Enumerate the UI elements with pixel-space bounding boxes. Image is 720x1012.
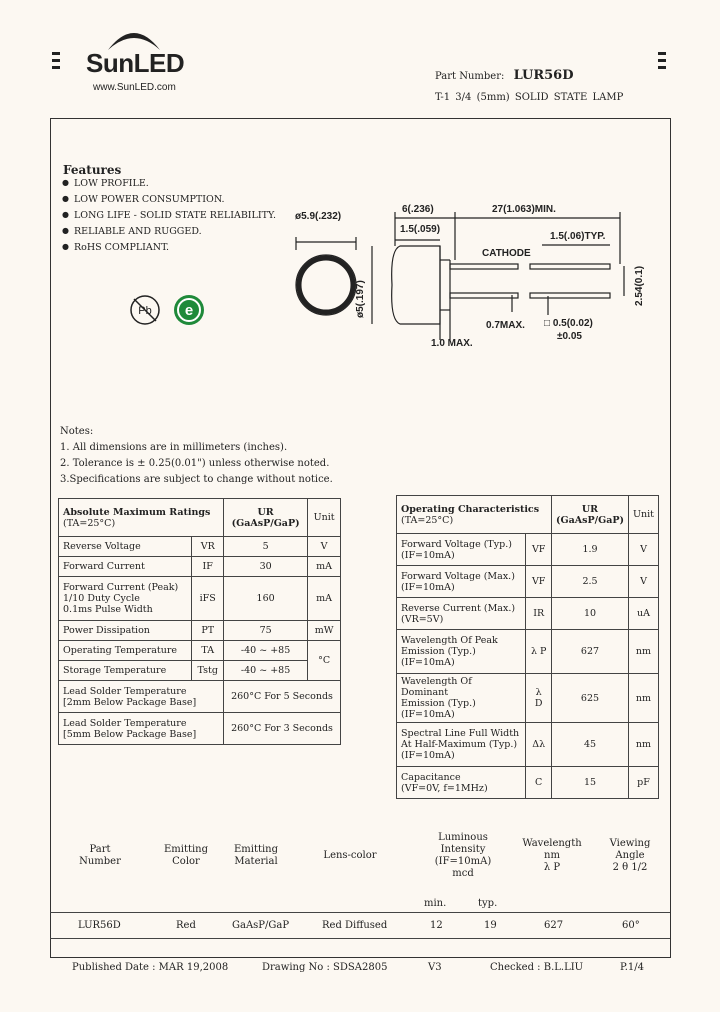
abs-unit-temp: °C bbox=[308, 641, 341, 681]
published-date: Published Date : MAR 19,2008 bbox=[72, 962, 229, 973]
abs-param-line2: [2mm Below Package Base] bbox=[63, 696, 197, 708]
abs-header-cond: (TA=25°C) bbox=[63, 517, 116, 529]
abs-param: Lead Solder Temperature bbox=[63, 717, 187, 729]
op-value: 627 bbox=[551, 630, 628, 674]
op-unit: V bbox=[629, 566, 659, 598]
op-param-line2: (VF=0V, f=1MHz) bbox=[401, 782, 488, 794]
selection-bottom-line bbox=[50, 938, 670, 939]
op-unit: uA bbox=[629, 598, 659, 630]
feature-item: ● LOW PROFILE. bbox=[62, 178, 276, 189]
op-param-line2: Emission (Typ.) bbox=[401, 698, 476, 709]
features-list bbox=[50, 178, 276, 258]
abs-param-line2: 1/10 Duty Cycle bbox=[63, 593, 140, 604]
abs-param-line2: [5mm Below Package Base] bbox=[63, 728, 197, 740]
op-header-ur: UR bbox=[581, 503, 599, 515]
op-value: 45 bbox=[551, 723, 628, 767]
abs-header-unit: Unit bbox=[308, 499, 341, 537]
op-value: 2.5 bbox=[551, 566, 628, 598]
col-color-2: Color bbox=[172, 856, 200, 867]
abs-param: Reverse Voltage bbox=[59, 537, 192, 557]
op-param: Wavelength Of Dominant bbox=[401, 676, 472, 698]
selection-guide bbox=[50, 832, 670, 942]
abs-header-ur: UR bbox=[257, 506, 274, 518]
website-link[interactable]: www.SunLED.com bbox=[93, 82, 176, 93]
op-param: Forward Voltage (Typ.) bbox=[401, 538, 512, 550]
left-bars-icon bbox=[52, 52, 60, 73]
abs-symbol: VR bbox=[192, 537, 224, 557]
abs-value: 260°C For 5 Seconds bbox=[224, 681, 341, 713]
abs-value: 30 bbox=[224, 557, 308, 577]
abs-unit: mW bbox=[308, 621, 341, 641]
op-value: 1.9 bbox=[551, 534, 628, 566]
dim-tolerance: ±0.05 bbox=[557, 331, 582, 342]
abs-param: Operating Temperature bbox=[59, 641, 192, 661]
dim-6: 6(.236) bbox=[402, 204, 434, 215]
version: V3 bbox=[428, 962, 442, 973]
feature-item: ● LONG LIFE - SOLID STATE RELIABILITY. bbox=[62, 210, 276, 221]
op-unit: nm bbox=[629, 723, 659, 767]
abs-value: 160 bbox=[224, 577, 308, 621]
op-param: Wavelength Of Peak bbox=[401, 635, 498, 646]
op-header-cond: (TA=25°C) bbox=[401, 514, 454, 526]
abs-unit: mA bbox=[308, 577, 341, 621]
abs-param: Storage Temperature bbox=[59, 661, 192, 681]
dim-1-5-typ: 1.5(.06)TYP. bbox=[550, 231, 606, 242]
op-value: 15 bbox=[551, 767, 628, 799]
abs-symbol: TA bbox=[192, 641, 224, 661]
col-wavelength-unit: nm bbox=[544, 850, 560, 861]
notes-title: Notes: bbox=[60, 426, 94, 437]
op-symbol: C bbox=[526, 767, 552, 799]
op-symbol: λ D bbox=[526, 674, 552, 723]
dim-27: 27(1.063)MIN. bbox=[492, 204, 556, 215]
feature-item: ● LOW POWER CONSUMPTION. bbox=[62, 194, 276, 205]
abs-param: Forward Current bbox=[59, 557, 192, 577]
e-text: e bbox=[184, 302, 194, 319]
abs-value: 5 bbox=[224, 537, 308, 557]
op-symbol: IR bbox=[526, 598, 552, 630]
op-symbol: VF bbox=[526, 566, 552, 598]
op-header-title: Operating Characteristics bbox=[401, 503, 540, 515]
rohs-e-icon bbox=[172, 293, 206, 327]
op-param-line2: (VR=5V) bbox=[401, 613, 444, 625]
dim-0-7: 0.7MAX. bbox=[486, 320, 525, 331]
dim-1-5: 1.5(.059) bbox=[400, 224, 441, 235]
absolute-max-table bbox=[58, 498, 341, 745]
col-wavelength: Wavelength bbox=[522, 838, 582, 849]
package-drawing bbox=[290, 200, 670, 360]
op-header-unit: Unit bbox=[629, 496, 659, 534]
col-angle-sym: 2 θ 1/2 bbox=[612, 862, 648, 873]
op-param-line2: (IF=10mA) bbox=[401, 549, 455, 561]
page-number: P.1/4 bbox=[620, 962, 644, 973]
abs-unit: mA bbox=[308, 557, 341, 577]
op-param-line3: (IF=10mA) bbox=[401, 750, 455, 761]
col-intensity: Luminous bbox=[438, 832, 488, 843]
dim-lead-square: □ 0.5(0.02) bbox=[544, 318, 593, 329]
row-typ: 19 bbox=[484, 920, 497, 931]
col-color: Emitting bbox=[163, 844, 209, 855]
part-number-row bbox=[435, 68, 574, 83]
part-number-label: Part Number: bbox=[435, 71, 505, 82]
col-wavelength-sym: λ P bbox=[543, 862, 561, 873]
op-unit: pF bbox=[629, 767, 659, 799]
pb-free-icon bbox=[128, 293, 162, 327]
note-item: 2. Tolerance is ± 0.25(0.01") unless otherwise noted. bbox=[60, 458, 330, 469]
row-angle: 60° bbox=[622, 920, 640, 931]
feature-item: ● RoHS COMPLIANT. bbox=[62, 242, 276, 253]
abs-header-mat: (GaAsP/GaP) bbox=[231, 517, 300, 529]
abs-param: Forward Current (Peak) bbox=[63, 582, 179, 593]
dim-diameter-side: ø5(.197) bbox=[355, 280, 366, 318]
cathode-label: CATHODE bbox=[482, 248, 531, 259]
part-number: LUR56D bbox=[513, 68, 574, 83]
op-unit: V bbox=[629, 534, 659, 566]
abs-value: -40 ~ +85 bbox=[224, 661, 308, 681]
features-title: Features bbox=[63, 163, 122, 177]
abs-symbol: PT bbox=[192, 621, 224, 641]
op-value: 625 bbox=[551, 674, 628, 723]
abs-param: Lead Solder Temperature bbox=[63, 685, 187, 697]
op-param: Capacitance bbox=[401, 771, 461, 783]
footer bbox=[50, 962, 670, 976]
dim-1-0: 1.0 MAX. bbox=[431, 338, 473, 349]
col-material-2: Material bbox=[234, 856, 278, 867]
op-param-line2: (IF=10mA) bbox=[401, 581, 455, 593]
abs-value: 75 bbox=[224, 621, 308, 641]
subtitle: T-1 3/4 (5mm) SOLID STATE LAMP bbox=[435, 92, 624, 103]
col-angle-2: Angle bbox=[615, 850, 645, 861]
logo-text: SunLED bbox=[86, 48, 185, 78]
abs-symbol: IF bbox=[192, 557, 224, 577]
row-part: LUR56D bbox=[78, 920, 121, 931]
abs-header-title: Absolute Maximum Ratings bbox=[63, 506, 211, 518]
feature-item: ● RELIABLE AND RUGGED. bbox=[62, 226, 276, 237]
op-header-mat: (GaAsP/GaP) bbox=[555, 514, 624, 526]
col-part-2: Number bbox=[79, 856, 121, 867]
abs-symbol: Tstg bbox=[192, 661, 224, 681]
operating-characteristics-table bbox=[396, 495, 659, 799]
op-param-line2: Emission (Typ.) bbox=[401, 646, 476, 657]
col-part: Part bbox=[89, 844, 111, 855]
row-wavelength: 627 bbox=[544, 920, 564, 931]
row-material: GaAsP/GaP bbox=[232, 920, 290, 931]
op-param-line3: (IF=10mA) bbox=[401, 709, 455, 720]
dim-pitch: 2.54(0.1) bbox=[634, 265, 645, 306]
abs-value: -40 ~ +85 bbox=[224, 641, 308, 661]
op-unit: nm bbox=[629, 674, 659, 723]
selection-divider bbox=[50, 912, 670, 913]
col-intensity-2: Intensity bbox=[440, 844, 486, 855]
col-intensity-3: (IF=10mA) bbox=[434, 856, 492, 867]
row-lens: Red Diffused bbox=[322, 920, 388, 931]
col-min: min. bbox=[424, 898, 447, 909]
op-symbol: λ P bbox=[526, 630, 552, 674]
right-bars-icon bbox=[658, 52, 666, 73]
col-material: Emitting bbox=[233, 844, 279, 855]
op-symbol: VF bbox=[526, 534, 552, 566]
op-unit: nm bbox=[629, 630, 659, 674]
notes bbox=[60, 424, 333, 488]
op-value: 10 bbox=[551, 598, 628, 630]
op-param-line2: At Half-Maximum (Typ.) bbox=[401, 739, 518, 750]
pb-text: Pb bbox=[138, 305, 152, 317]
col-angle: Viewing bbox=[609, 838, 651, 849]
col-typ: typ. bbox=[478, 898, 498, 909]
abs-unit: V bbox=[308, 537, 341, 557]
col-intensity-unit: mcd bbox=[452, 868, 474, 879]
op-param-line3: (IF=10mA) bbox=[401, 657, 455, 668]
row-color: Red bbox=[176, 920, 196, 931]
abs-value: 260°C For 3 Seconds bbox=[224, 713, 341, 745]
row-min: 12 bbox=[430, 920, 443, 931]
note-item: 3.Specifications are subject to change without notice. bbox=[60, 474, 333, 485]
op-param: Reverse Current (Max.) bbox=[401, 602, 516, 614]
abs-param-line3: 0.1ms Pulse Width bbox=[63, 604, 153, 615]
op-param: Spectral Line Full Width bbox=[401, 728, 520, 739]
abs-param: Power Dissipation bbox=[59, 621, 192, 641]
op-param: Forward Voltage (Max.) bbox=[401, 570, 515, 582]
col-lens: Lens-color bbox=[323, 850, 377, 861]
abs-symbol: iFS bbox=[192, 577, 224, 621]
note-item: 1. All dimensions are in millimeters (inches). bbox=[60, 442, 288, 453]
drawing-number: Drawing No : SDSA2805 bbox=[262, 962, 388, 973]
dim-diameter-top: ø5.9(.232) bbox=[295, 211, 342, 222]
checked-by: Checked : B.L.LIU bbox=[490, 962, 584, 973]
op-symbol: Δλ bbox=[526, 723, 552, 767]
